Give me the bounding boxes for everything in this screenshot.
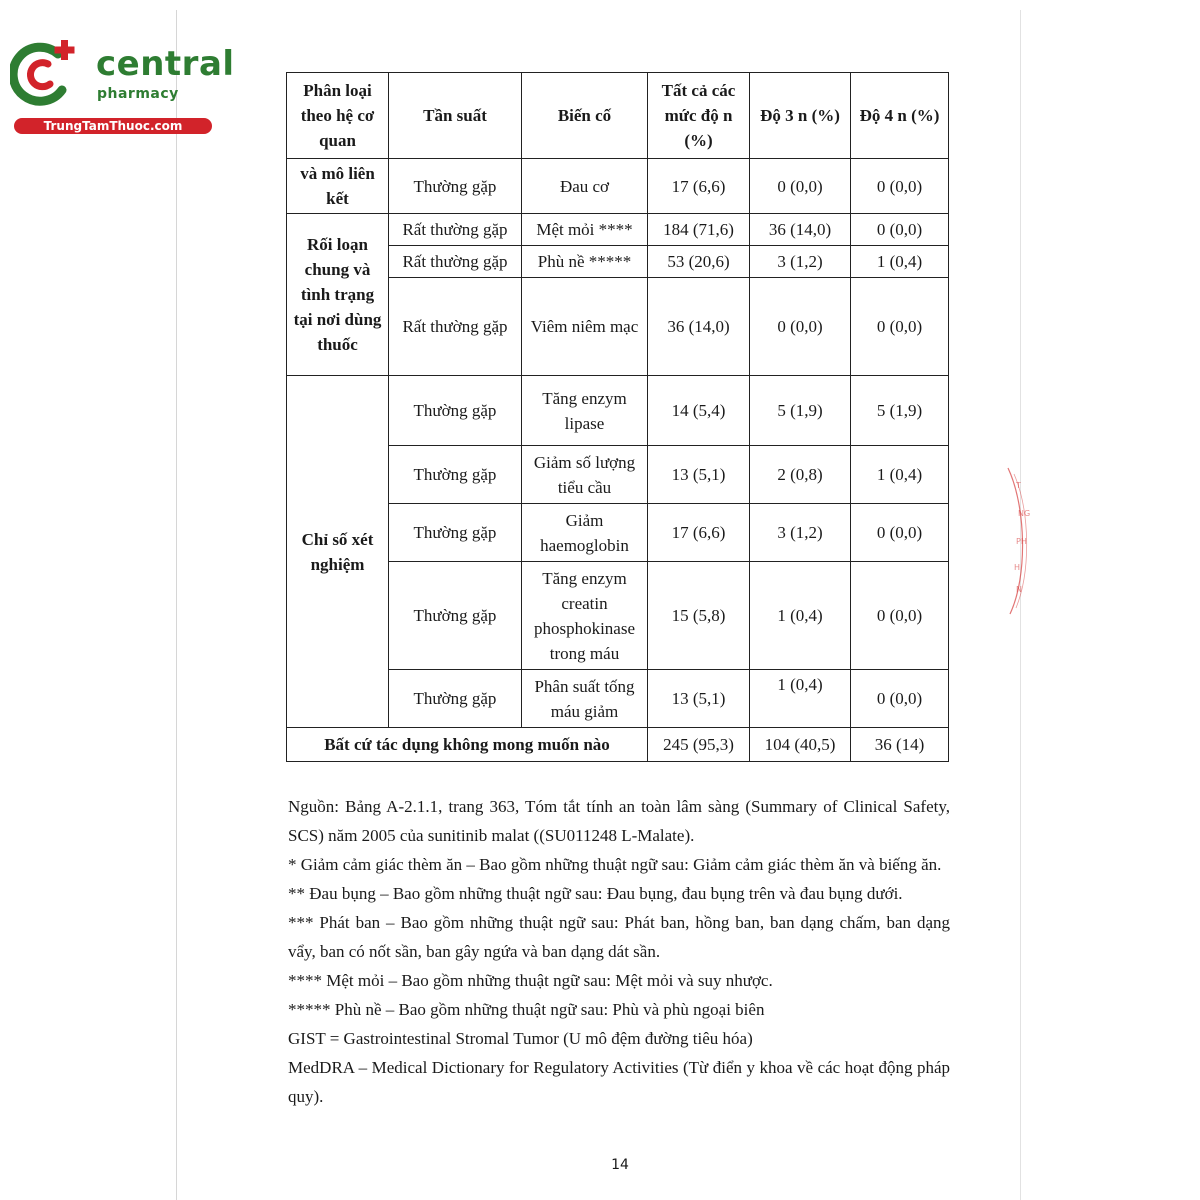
total-label-cell: Bất cứ tác dụng không mong muốn nào <box>287 728 648 762</box>
footnote-source: Nguồn: Bảng A-2.1.1, trang 363, Tóm tắt tính an toàn lâm sàng (Summary of Clinical Safety, SCS) năm 2005 của sunitinib malat ((SU011248 L-Malate). <box>288 797 950 845</box>
frequency-cell: Rất thường gặp <box>389 214 522 246</box>
brand-name: central <box>96 44 235 84</box>
table-row <box>287 214 949 246</box>
grade-3-cell: 3 (1,2) <box>750 504 851 562</box>
all-grades-cell: 184 (71,6) <box>648 214 750 246</box>
grade-3-cell: 1 (0,4) <box>750 670 851 728</box>
header-frequency: Tần suất <box>389 73 522 159</box>
grade-4-cell: 1 (0,4) <box>851 446 949 504</box>
all-grades-cell: 13 (5,1) <box>648 670 750 728</box>
footnotes <box>288 792 950 1111</box>
page-edge-left <box>176 10 177 1200</box>
grade-4-cell: 5 (1,9) <box>851 376 949 446</box>
header-event: Biến cố <box>522 73 648 159</box>
grade-3-cell: 3 (1,2) <box>750 246 851 278</box>
event-cell: Phân suất tống máu giảm <box>522 670 648 728</box>
all-grades-cell: 17 (6,6) <box>648 159 750 214</box>
frequency-cell: Thường gặp <box>389 504 522 562</box>
grade-4-cell: 0 (0,0) <box>851 670 949 728</box>
header-grade-3: Độ 3 n (%) <box>750 73 851 159</box>
grade-4-cell: 0 (0,0) <box>851 504 949 562</box>
frequency-cell: Thường gặp <box>389 670 522 728</box>
grade-4-cell: 1 (0,4) <box>851 246 949 278</box>
adverse-events-table <box>286 72 949 762</box>
event-cell: Tăng enzym lipase <box>522 376 648 446</box>
brand-website: TrungTamThuoc.com <box>14 118 212 134</box>
footnote-rash: *** Phát ban – Bao gồm những thuật ngữ sau: Phát ban, hồng ban, ban dạng chấm, ban dạng vẩy, ban có nốt sần, ban gây ngứa và ban dạng dát sần. <box>288 913 950 961</box>
grade-4-cell: 0 (0,0) <box>851 159 949 214</box>
frequency-cell: Thường gặp <box>389 562 522 670</box>
grade-4-cell: 0 (0,0) <box>851 278 949 376</box>
grade-3-cell: 5 (1,9) <box>750 376 851 446</box>
grade-3-cell: 2 (0,8) <box>750 446 851 504</box>
grade-3-cell: 0 (0,0) <box>750 278 851 376</box>
event-cell: Mệt mỏi **** <box>522 214 648 246</box>
grade-4-cell: 36 (14) <box>851 728 949 762</box>
footnote-fatigue: **** Mệt mỏi – Bao gồm những thuật ngữ sau: Mệt mỏi và suy nhược. <box>288 971 773 990</box>
frequency-cell: Thường gặp <box>389 376 522 446</box>
brand-sub: pharmacy <box>97 86 179 102</box>
svg-text:PH: PH <box>1016 537 1027 546</box>
all-grades-cell: 245 (95,3) <box>648 728 750 762</box>
footnote-gist: GIST = Gastrointestinal Stromal Tumor (U mô đệm đường tiêu hóa) <box>288 1029 753 1048</box>
organ-class-cell: Chỉ số xét nghiệm <box>287 376 389 728</box>
organ-class-cell: và mô liên kết <box>287 159 389 214</box>
svg-text:N: N <box>1016 585 1022 594</box>
frequency-cell: Rất thường gặp <box>389 278 522 376</box>
header-row <box>287 73 949 159</box>
footnote-abdominal-pain: ** Đau bụng – Bao gồm những thuật ngữ sau: Đau bụng, đau bụng trên và đau bụng dưới. <box>288 884 903 903</box>
event-cell: Đau cơ <box>522 159 648 214</box>
all-grades-cell: 15 (5,8) <box>648 562 750 670</box>
table-row <box>287 376 949 446</box>
event-cell: Viêm niêm mạc <box>522 278 648 376</box>
all-grades-cell: 14 (5,4) <box>648 376 750 446</box>
central-pharmacy-logo[interactable] <box>10 38 235 136</box>
footnote-edema: ***** Phù nề – Bao gồm những thuật ngữ sau: Phù và phù ngoại biên <box>288 1000 765 1019</box>
header-organ-class: Phân loại theo hệ cơ quan <box>287 73 389 159</box>
all-grades-cell: 36 (14,0) <box>648 278 750 376</box>
event-cell: Tăng enzym creatin phosphokinase trong máu <box>522 562 648 670</box>
footnote-appetite: * Giảm cảm giác thèm ăn – Bao gồm những thuật ngữ sau: Giảm cảm giác thèm ăn và biếng ăn. <box>288 855 942 874</box>
grade-4-cell: 0 (0,0) <box>851 214 949 246</box>
svg-text:H: H <box>1014 563 1021 572</box>
grade-4-cell: 0 (0,0) <box>851 562 949 670</box>
red-stamp-fragment <box>1004 466 1034 616</box>
event-cell: Giảm số lượng tiểu cầu <box>522 446 648 504</box>
page-number: 14 <box>611 1157 629 1173</box>
organ-class-cell: Rối loạn chung và tình trạng tại nơi dùng thuốc <box>287 214 389 376</box>
all-grades-cell: 53 (20,6) <box>648 246 750 278</box>
event-cell: Phù nề ***** <box>522 246 648 278</box>
grade-3-cell: 0 (0,0) <box>750 159 851 214</box>
grade-3-cell: 1 (0,4) <box>750 562 851 670</box>
grade-3-cell: 104 (40,5) <box>750 728 851 762</box>
grade-3-cell: 36 (14,0) <box>750 214 851 246</box>
svg-text:T: T <box>1016 481 1021 490</box>
event-cell: Giảm haemoglobin <box>522 504 648 562</box>
svg-text:NG: NG <box>1018 509 1031 518</box>
header-all-grades: Tất cả các mức độ n (%) <box>648 73 750 159</box>
footnote-meddra: MedDRA – Medical Dictionary for Regulatory Activities (Từ điển y khoa về các hoạt động pháp quy). <box>288 1058 950 1106</box>
central-pharmacy-mark-icon <box>10 40 80 110</box>
frequency-cell: Thường gặp <box>389 446 522 504</box>
table-row <box>287 159 949 214</box>
all-grades-cell: 13 (5,1) <box>648 446 750 504</box>
frequency-cell: Rất thường gặp <box>389 246 522 278</box>
header-grade-4: Độ 4 n (%) <box>851 73 949 159</box>
frequency-cell: Thường gặp <box>389 159 522 214</box>
all-grades-cell: 17 (6,6) <box>648 504 750 562</box>
total-row <box>287 728 949 762</box>
